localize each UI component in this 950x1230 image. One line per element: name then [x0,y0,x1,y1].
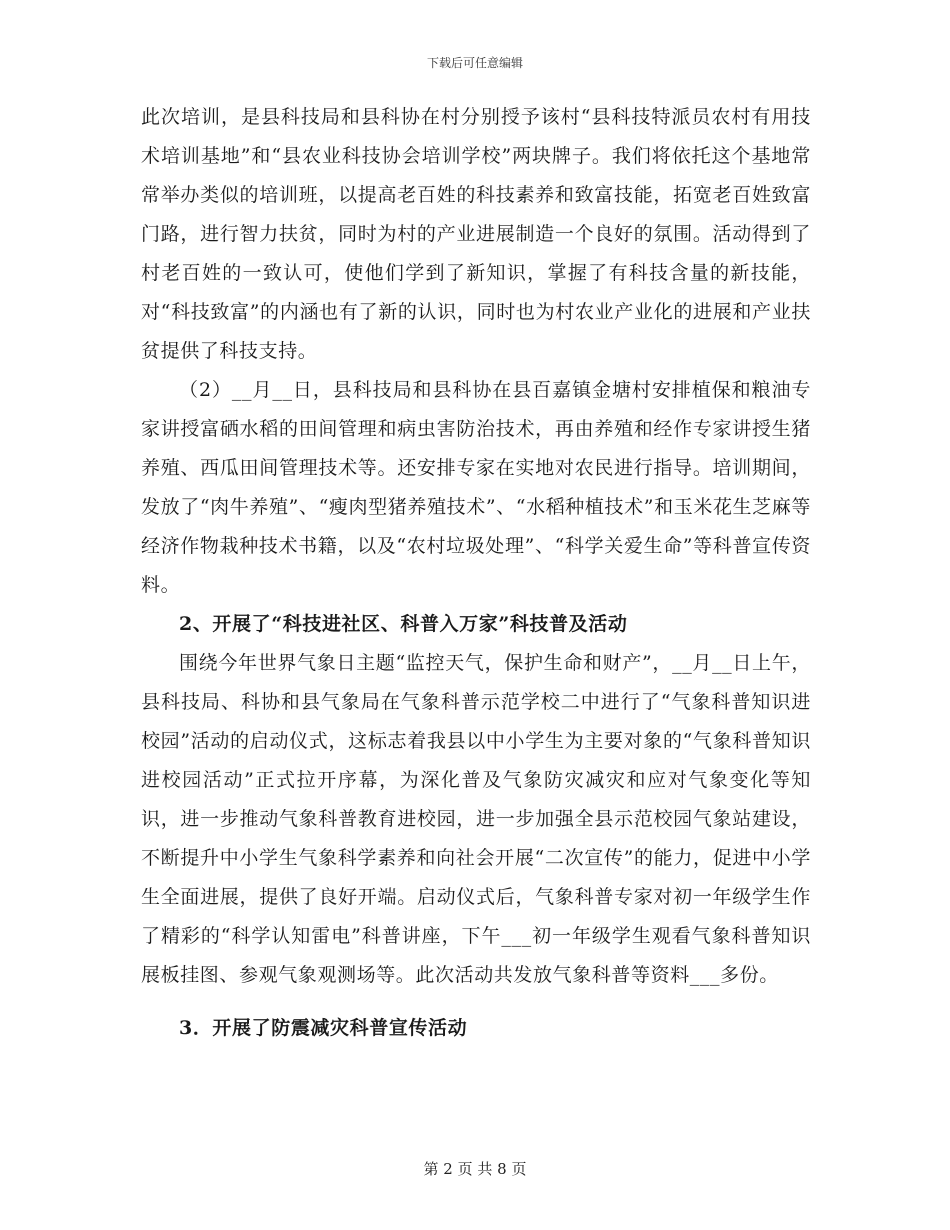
page-footer: 第 2 页 共 8 页 [423,1160,527,1178]
section-heading-2: 2、开展了“科技进社区、科普入万家”科技普及活动 [179,613,628,635]
paragraph-training-summary: 此次培训，是县科技局和县科协在村分别授予该村“县科技特派员农村有用技术培训基地”和“县农业科技协会培训学校”两块牌子。我们将依托这个基地常常举办类似的培训班，以提高老百姓的科技素养和致富技能，拓宽老百姓致富门路，进行智力扶贫，同时为村的产业进展制造一个良好的氛围。活动得到了村老百姓的一致认可，使他们学到了新知识，掌握了有科技含量的新技能，对“科技致富”的内涵也有了新的认识，同时也为村农业产业化的进展和产业扶贫提供了科技支持。 [141,106,811,362]
paragraph-meteorology-activity: 围绕今年世界气象日主题“监控天气，保护生命和财产”，__月__日上午，县科技局、科协和县气象局在气象科普示范学校二中进行了“气象科普知识进校园”活动的启动仪式，这标志着我县以中小学生为主要对象的“气象科普知识进校园活动”正式拉开序幕，为深化普及气象防灾减灾和应对气象变化等知识，进一步推动气象科普教育进校园，进一步加强全县示范校园气象站建设，不断提升中小学生气象科学素养和向社会开展“二次宣传”的能力，促进中小学生全面进展，提供了良好开端。启动仪式后，气象科普专家对初一年级学生作了精彩的“科学认知雷电”科普讲座，下午___初一年级学生观看气象科普知识展板挂图、参观气象观测场等。此次活动共发放气象科普等资料___多份。 [141,652,811,986]
paragraph-training-2: （2）__月__日，县科技局和县科协在县百嘉镇金塘村安排植保和粮油专家讲授富硒水稻的田间管理和病虫害防治技术，再由养殖和经作专家讲授生猪养殖、西瓜田间管理技术等。还安排专家在实地对农民进行指导。培训期间，发放了“肉牛养殖”、“瘦肉型猪养殖技术”、“水稻种植技术”和玉米花生芝麻等经济作物栽种技术书籍，以及“农村垃圾处理”、“科学关爱生命”等科普宣传资料。 [141,379,811,596]
page-header: 下载后可任意编辑 [426,56,523,70]
document-body [141,98,811,1048]
section-heading-3: 3．开展了防震减灾科普宣传活动 [179,1017,468,1039]
